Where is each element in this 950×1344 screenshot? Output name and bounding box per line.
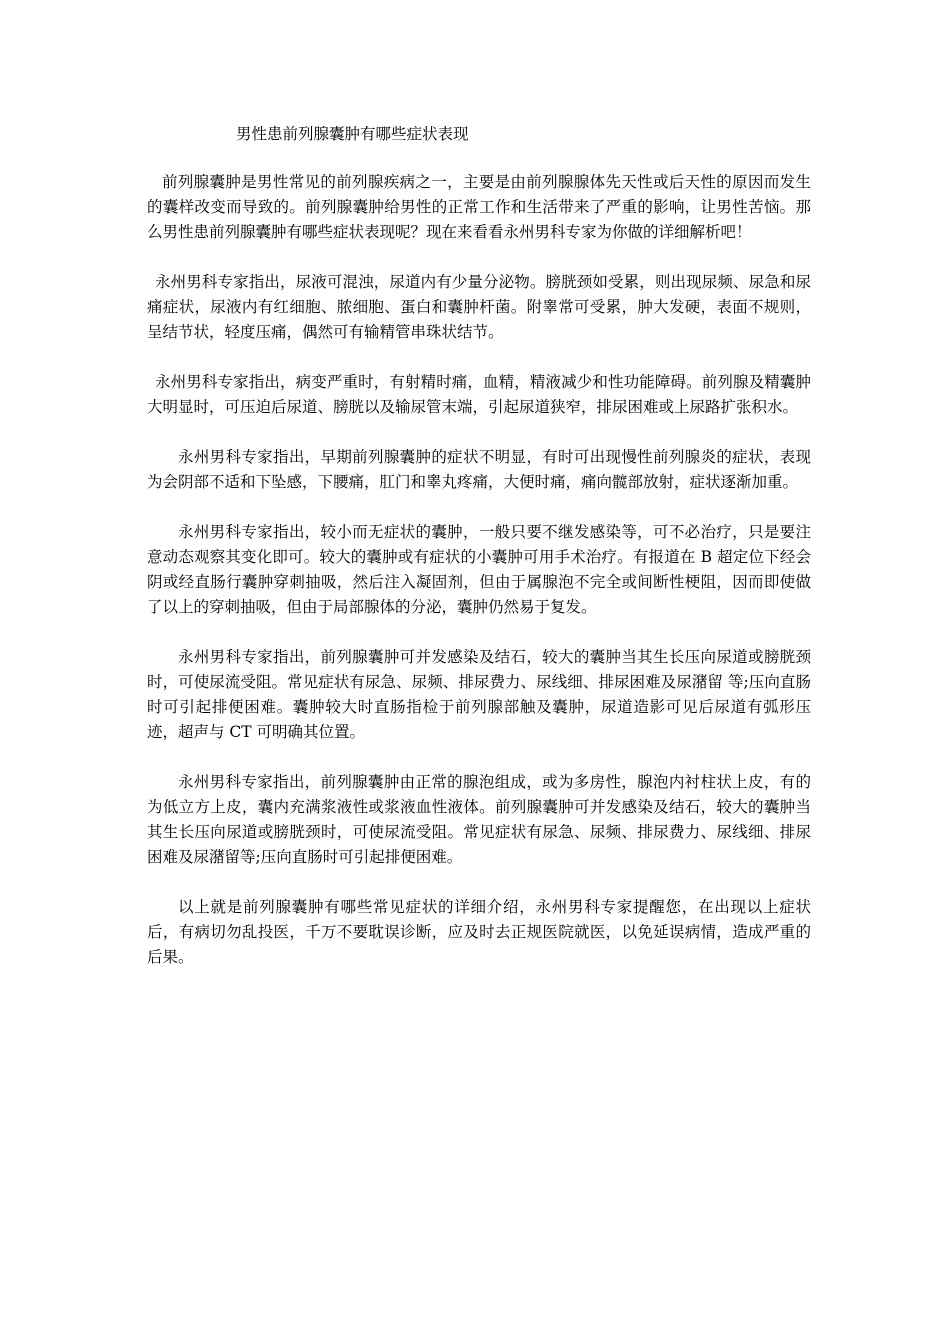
paragraph-complications: 永州男科专家指出，前列腺囊肿可并发感染及结石，较大的囊肿当其生长压向尿道或膀胱颈时，可使尿流受阻。常见症状有尿急、尿频、排尿费力、尿线细、排尿困难及尿潴留 等;压向直肠时可引起排便困难。囊肿较大时直肠指检于前列腺部触及囊肿，尿道造影可见后尿道有弧形压迹，超声与 CT 可明确其位置。 xyxy=(147,648,811,741)
paragraph-conclusion: 以上就是前列腺囊肿有哪些常见症状的详细介绍，永州男科专家提醒您，在出现以上症状后，有病切勿乱投医，千万不要耽误诊断，应及时去正规医院就医，以免延误病情，造成严重的后果。 xyxy=(147,898,811,966)
paragraph-early-symptoms: 永州男科专家指出，早期前列腺囊肿的症状不明显，有时可出现慢性前列腺炎的症状，表现为会阴部不适和下坠感，下腰痛，肛门和睾丸疼痛，大便时痛，痛向髋部放射，症状逐渐加重。 xyxy=(147,448,811,491)
paragraph-treatment: 永州男科专家指出，较小而无症状的囊肿，一般只要不继发感染等，可不必治疗，只是要注意动态观察其变化即可。较大的囊肿或有症状的小囊肿可用手术治疗。有报道在 B 超定位下经会阴或经直肠行囊肿穿刺抽吸，然后注入凝固剂，但由于属腺泡不完全或间断性梗阻，因而即使做了以上的穿刺抽吸，但由于局部腺体的分泌，囊肿仍然易于复发。 xyxy=(147,523,811,616)
paragraph-pathology: 永州男科专家指出，前列腺囊肿由正常的腺泡组成，或为多房性，腺泡内衬柱状上皮，有的为低立方上皮，囊内充满浆液性或浆液血性液体。前列腺囊肿可并发感染及结石，较大的囊肿当其生长压向尿道或膀胱颈时，可使尿流受阻。常见症状有尿急、尿频、排尿费力、尿线细、排尿困难及尿潴留等;压向直肠时可引起排便困难。 xyxy=(147,773,811,866)
paragraph-urine-symptoms: 永州男科专家指出，尿液可混浊，尿道内有少量分泌物。膀胱颈如受累，则出现尿频、尿急和尿痛症状，尿液内有红细胞、脓细胞、蛋白和囊肿杆菌。附睾常可受累，肿大发硬，表面不规则，呈结节状，轻度压痛，偶然可有输精管串珠状结节。 xyxy=(147,273,811,341)
paragraph-severe-symptoms: 永州男科专家指出，病变严重时，有射精时痛，血精，精液减少和性功能障碍。前列腺及精囊肿大明显时，可压迫后尿道、膀胱以及输尿管末端，引起尿道狭窄，排尿困难或上尿路扩张积水。 xyxy=(147,373,811,416)
document-body xyxy=(147,122,811,995)
paragraph-intro: 前列腺囊肿是男性常见的前列腺疾病之一，主要是由前列腺腺体先天性或后天性的原因而发生的囊样改变而导致的。前列腺囊肿给男性的正常工作和生活带来了严重的影响，让男性苦恼。那么男性患前列腺囊肿有哪些症状表现呢？现在来看看永州男科专家为你做的详细解析吧！ xyxy=(147,173,811,241)
document-title: 男性患前列腺囊肿有哪些症状表现 xyxy=(236,125,469,143)
